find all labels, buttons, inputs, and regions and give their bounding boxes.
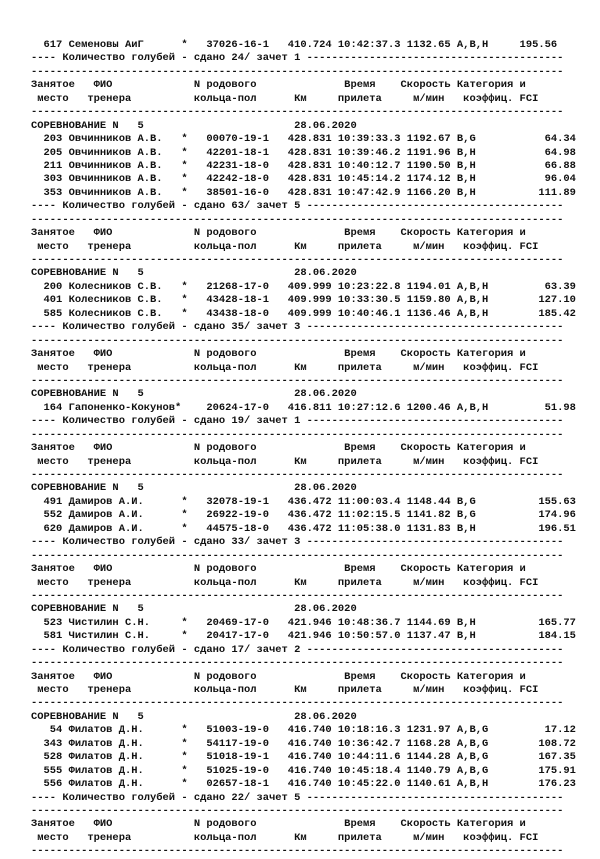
separator-line: ------------------------------------------------------------------------------------- [31, 549, 564, 562]
result-row: 401 Колесников С.В. * 43428-18-1 409.999 10:33:30.5 1159.80 A,B,H 127.10 [31, 294, 576, 307]
separator-line: ------------------------------------------------------------------------------------- [31, 65, 564, 78]
column-header-line-2: место тренера кольца-пол Км прилета м/мин коэффиц. FCI [31, 831, 539, 844]
pigeon-count-summary: ---- Количество голубей - сдано 63/ зачет 5 ----------------------------------------- [31, 200, 564, 213]
separator-line: ------------------------------------------------------------------------------------- [31, 845, 564, 858]
column-header-line-1: Занятое ФИО N родового Время Скорость Категория и [31, 563, 526, 576]
result-row: 581 Чистилин С.Н. * 20417-17-0 421.946 10:50:57.0 1137.47 B,H 184.15 [31, 630, 576, 643]
pigeon-count-summary: ---- Количество голубей - сдано 35/ зачет 3 ----------------------------------------- [31, 321, 564, 334]
separator-line: ------------------------------------------------------------------------------------- [31, 589, 564, 602]
result-row: 552 Дамиров А.И. * 26922-19-0 436.472 11:02:15.5 1141.82 B,G 174.96 [31, 509, 576, 522]
competition-heading: СОРЕВНОВАНИЕ N 5 28.06.2020 [31, 603, 357, 616]
separator-line: ------------------------------------------------------------------------------------- [31, 469, 564, 481]
result-row: 555 Филатов Д.Н. * 51025-19-0 416.740 10:45:18.4 1140.79 A,B,G 175.91 [31, 764, 576, 777]
competition-heading: СОРЕВНОВАНИЕ N 5 28.06.2020 [31, 710, 357, 723]
result-row: 556 Филатов Д.Н. * 02657-18-1 416.740 10:45:22.0 1140.61 A,B,H 176.23 [31, 778, 576, 791]
column-header-line-1: Занятое ФИО N родового Время Скорость Категория и [31, 79, 526, 92]
column-header-line-2: место тренера кольца-пол Км прилета м/мин коэффиц. FCI [31, 361, 539, 374]
column-header-line-2: место тренера кольца-пол Км прилета м/мин коэффиц. FCI [31, 240, 539, 253]
column-header-line-1: Занятое ФИО N родового Время Скорость Категория и [31, 818, 526, 831]
competition-heading: СОРЕВНОВАНИЕ N 5 28.06.2020 [31, 482, 357, 495]
result-row: 211 Овчинников А.В. * 42231-18-0 428.831 10:40:12.7 1190.50 B,H 66.88 [31, 159, 576, 172]
result-row: 528 Филатов Д.Н. * 51018-19-1 416.740 10:44:11.6 1144.28 A,B,G 167.35 [31, 751, 576, 764]
separator-line: ------------------------------------------------------------------------------------- [31, 428, 564, 441]
competition-heading: СОРЕВНОВАНИЕ N 5 28.06.2020 [31, 388, 357, 401]
column-header-line-1: Занятое ФИО N родового Время Скорость Категория и [31, 670, 526, 683]
result-row: 54 Филатов Д.Н. * 51003-19-0 416.740 10:18:16.3 1231.97 A,B,G 17.12 [31, 724, 576, 737]
pigeon-count-summary: ---- Количество голубей - сдано 19/ зачет 1 ----------------------------------------- [31, 415, 564, 428]
result-row: 203 Овчинников А.В. * 00070-19-1 428.831 10:39:33.3 1192.67 B,G 64.34 [31, 133, 576, 146]
result-row: 585 Колесников С.В. * 43438-18-0 409.999 10:40:46.1 1136.46 A,B,H 185.42 [31, 307, 576, 320]
column-header-line-2: место тренера кольца-пол Км прилета м/мин коэффиц. FCI [31, 455, 539, 468]
column-header-line-2: место тренера кольца-пол Км прилета м/мин коэффиц. FCI [31, 92, 539, 105]
separator-line: ------------------------------------------------------------------------------------- [31, 697, 564, 710]
pigeon-count-summary: ---- Количество голубей - сдано 17/ зачет 2 ----------------------------------------- [31, 643, 564, 656]
result-row: 620 Дамиров А.И. * 44575-18-0 436.472 11:05:38.0 1131.83 B,H 196.51 [31, 522, 576, 535]
column-header-line-2: место тренера кольца-пол Км прилета м/мин коэффиц. FCI [31, 576, 539, 589]
result-row: 303 Овчинников А.В. * 42242-18-0 428.831 10:45:14.2 1174.12 B,H 96.04 [31, 173, 576, 186]
result-row: 353 Овчинников А.В. * 38501-16-0 428.831 10:47:42.9 1166.20 B,H 111.89 [31, 186, 576, 199]
pigeon-count-summary: ---- Количество голубей - сдано 22/ зачет 5 ----------------------------------------- [31, 791, 564, 804]
result-row: 164 Гапоненко-Кокунов* 20624-17-0 416.811 10:27:12.6 1200.46 A,B,H 51.98 [31, 401, 576, 414]
column-header-line-1: Занятое ФИО N родового Время Скорость Категория и [31, 348, 526, 361]
result-row: 205 Овчинников А.В. * 42201-18-1 428.831 10:39:46.2 1191.96 B,H 64.98 [31, 146, 576, 159]
column-header-line-2: место тренера кольца-пол Км прилета м/мин коэффиц. FCI [31, 684, 539, 696]
separator-line: ------------------------------------------------------------------------------------- [31, 106, 564, 119]
column-header-line-1: Занятое ФИО N родового Время Скорость Категория и [31, 442, 526, 455]
separator-line: ------------------------------------------------------------------------------------- [31, 334, 564, 347]
separator-line: ------------------------------------------------------------------------------------- [31, 374, 564, 387]
result-row: 200 Колесников С.В. * 21268-17-0 409.999 10:23:22.8 1194.01 A,B,H 63.39 [31, 280, 576, 293]
pigeon-count-summary: ---- Количество голубей - сдано 33/ зачет 3 ----------------------------------------- [31, 536, 564, 549]
separator-line: ------------------------------------------------------------------------------------- [31, 804, 564, 817]
pigeon-count-summary: ---- Количество голубей - сдано 24/ зачет 1 ----------------------------------------- [31, 52, 564, 65]
separator-line: ------------------------------------------------------------------------------------- [31, 657, 564, 670]
column-header-line-1: Занятое ФИО N родового Время Скорость Категория и [31, 227, 526, 240]
result-row: 491 Дамиров А.И. * 32078-19-1 436.472 11:00:03.4 1148.44 B,G 155.63 [31, 495, 576, 508]
result-row: 617 Семеновы АиГ * 37026-16-1 410.724 10:42:37.3 1132.65 A,B,H 195.56 [31, 39, 558, 51]
result-row: 343 Филатов Д.Н. * 54117-19-0 416.740 10:36:42.7 1168.28 A,B,G 108.72 [31, 737, 576, 750]
separator-line: ------------------------------------------------------------------------------------- [31, 254, 564, 266]
competition-heading: СОРЕВНОВАНИЕ N 5 28.06.2020 [31, 119, 357, 132]
results-printout [31, 39, 576, 859]
result-row: 523 Чистилин С.Н. * 20469-17-0 421.946 10:48:36.7 1144.69 B,H 165.77 [31, 616, 576, 629]
separator-line: ------------------------------------------------------------------------------------- [31, 213, 564, 226]
competition-heading: СОРЕВНОВАНИЕ N 5 28.06.2020 [31, 267, 357, 280]
